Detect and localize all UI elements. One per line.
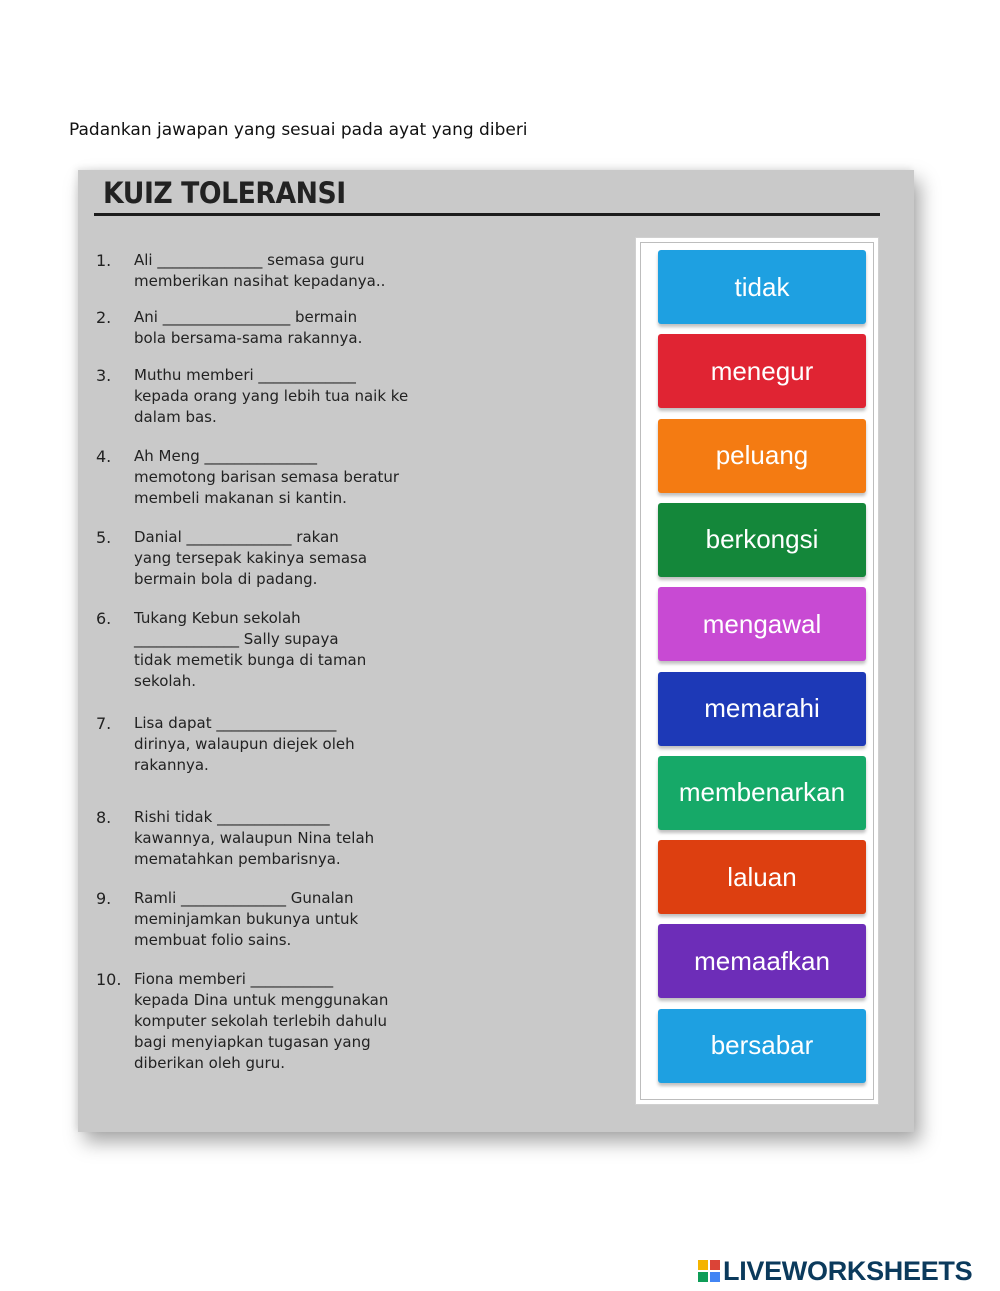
logo-square: [710, 1272, 720, 1282]
question-text: [134, 527, 424, 590]
logo-square: [698, 1272, 708, 1282]
word-option-memarahi[interactable]: memarahi: [658, 672, 866, 746]
word-bank-inner: [640, 242, 874, 1100]
word-option-laluan[interactable]: laluan: [658, 840, 866, 914]
question-number: 5.: [96, 528, 112, 547]
word-option-tidak[interactable]: tidak: [658, 250, 866, 324]
logo-square: [710, 1260, 720, 1270]
question-line: Danial ______________ rakan: [134, 528, 339, 546]
question-line: membuat folio sains.: [134, 931, 292, 949]
question-line: Ali ______________ semasa guru: [134, 251, 365, 269]
title-divider: [94, 213, 880, 216]
question-line: mematahkan pembarisnya.: [134, 850, 341, 868]
question-line: membeli makanan si kantin.: [134, 489, 347, 507]
question-line: dirinya, walaupun diejek oleh: [134, 735, 355, 753]
question-number: 9.: [96, 889, 112, 908]
question-text: [134, 307, 424, 349]
word-option-berkongsi[interactable]: berkongsi: [658, 503, 866, 577]
question-text: [134, 365, 424, 428]
question-line: Fiona memberi ___________: [134, 970, 334, 988]
word-option-menegur[interactable]: menegur: [658, 334, 866, 408]
instruction-text: Padankan jawapan yang sesuai pada ayat yang diberi: [69, 120, 528, 140]
quiz-title: KUIZ TOLERANSI: [103, 176, 346, 210]
logo-square: [698, 1260, 708, 1270]
question-number: 10.: [96, 970, 122, 989]
word-bank: [635, 237, 879, 1105]
word-option-bersabar[interactable]: bersabar: [658, 1009, 866, 1083]
question-line: sekolah.: [134, 672, 197, 690]
question-number: 1.: [96, 251, 112, 270]
word-option-peluang[interactable]: peluang: [658, 419, 866, 493]
question-line: tidak memetik bunga di taman: [134, 651, 367, 669]
question-text: [134, 807, 424, 870]
question-line: dalam bas.: [134, 408, 217, 426]
liveworksheets-logo: [698, 1256, 972, 1286]
question-line: komputer sekolah terlebih dahulu: [134, 1012, 388, 1030]
word-option-mengawal[interactable]: mengawal: [658, 587, 866, 661]
question-text: [134, 713, 424, 776]
question-line: bagi menyiapkan tugasan yang: [134, 1033, 371, 1051]
question-text: [134, 969, 424, 1074]
question-line: Tukang Kebun sekolah: [134, 609, 301, 627]
question-line: Rishi tidak _______________: [134, 808, 330, 826]
question-text: [134, 250, 424, 292]
question-line: bermain bola di padang.: [134, 570, 318, 588]
question-number: 7.: [96, 714, 112, 733]
question-line: Ani _________________ bermain: [134, 308, 358, 326]
question-line: kawannya, walaupun Nina telah: [134, 829, 375, 847]
word-option-membenarkan[interactable]: membenarkan: [658, 756, 866, 830]
question-text: [134, 446, 424, 509]
question-line: ______________ Sally supaya: [134, 630, 339, 648]
question-line: memberikan nasihat kepadanya..: [134, 272, 386, 290]
question-line: Lisa dapat ________________: [134, 714, 337, 732]
question-line: rakannya.: [134, 756, 209, 774]
question-number: 2.: [96, 308, 112, 327]
question-line: memotong barisan semasa beratur: [134, 468, 400, 486]
question-line: Ah Meng _______________: [134, 447, 318, 465]
question-text: [134, 888, 424, 951]
question-number: 8.: [96, 808, 112, 827]
question-line: Ramli ______________ Gunalan: [134, 889, 354, 907]
question-line: Muthu memberi _____________: [134, 366, 356, 384]
question-line: diberikan oleh guru.: [134, 1054, 285, 1072]
question-line: bola bersama-sama rakannya.: [134, 329, 363, 347]
logo-text: LIVEWORKSHEETS: [723, 1255, 973, 1286]
quiz-card: [78, 170, 914, 1132]
question-number: 3.: [96, 366, 112, 385]
question-number: 6.: [96, 609, 112, 628]
word-option-memaafkan[interactable]: memaafkan: [658, 924, 866, 998]
question-line: meminjamkan bukunya untuk: [134, 910, 359, 928]
question-line: yang tersepak kakinya semasa: [134, 549, 368, 567]
question-number: 4.: [96, 447, 112, 466]
question-line: kepada Dina untuk menggunakan: [134, 991, 389, 1009]
question-text: [134, 608, 424, 692]
logo-icon: [698, 1260, 720, 1282]
question-line: kepada orang yang lebih tua naik ke: [134, 387, 409, 405]
